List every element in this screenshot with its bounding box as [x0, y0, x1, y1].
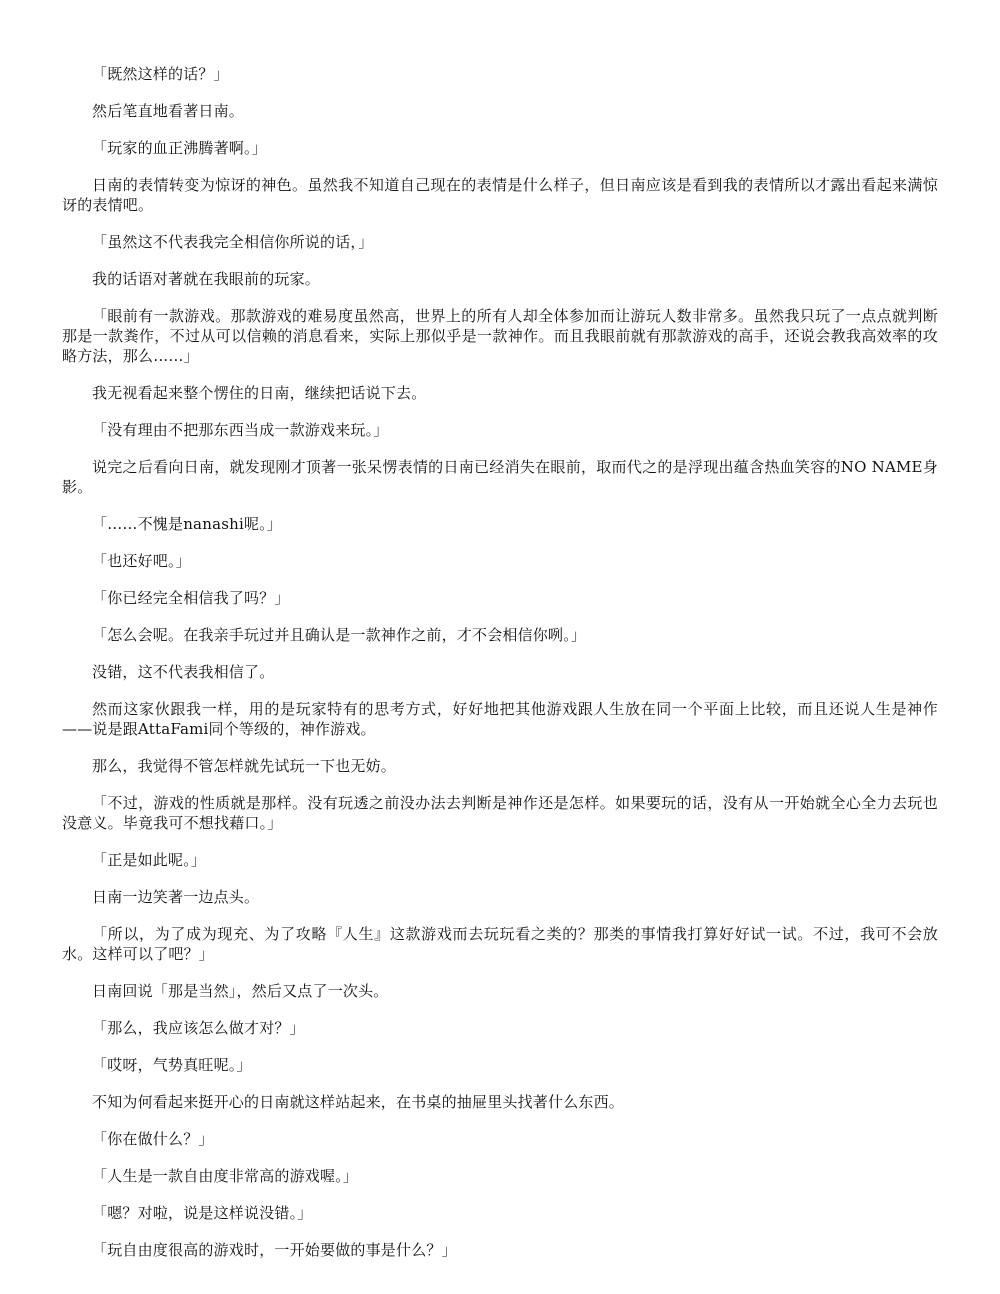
paragraph: 「没有理由不把那东西当成一款游戏来玩。」 — [92, 421, 389, 439]
paragraph: 「人生是一款自由度非常高的游戏喔。」 — [92, 1167, 359, 1185]
paragraph: 那么，我觉得不管怎样就先试玩一下也无妨。 — [92, 757, 397, 775]
paragraph: 说完之后看向日南，就发现刚才顶著一张呆愣表情的日南已经消失在眼前，取而代之的是浮现出蕴含热血笑容的NO NAME身影。 — [62, 458, 938, 496]
paragraph: 「眼前有一款游戏。那款游戏的难易度虽然高，世界上的所有人却全体参加而让游玩人数非常多。虽然我只玩了一点点就判断那是一款粪作，不过从可以信赖的消息看来，实际上那似乎是一款神作。而且我眼前就有那款游戏的高手，还说会教我高效率的攻略方法，那么……」 — [62, 307, 938, 365]
paragraph: 然后笔直地看著日南。 — [92, 102, 245, 120]
paragraph: 我的话语对著就在我眼前的玩家。 — [92, 270, 321, 288]
paragraph: 「你已经完全相信我了吗？」 — [92, 589, 290, 607]
paragraph: 「正是如此呢。」 — [92, 851, 207, 869]
paragraph: 「你在做什么？」 — [92, 1130, 214, 1148]
paragraph: 「所以，为了成为现充、为了攻略『人生』这款游戏而去玩玩看之类的？那类的事情我打算好好试一试。不过，我可不会放水。这样可以了吧？」 — [62, 925, 938, 963]
paragraph: 「……不愧是nanashi呢。」 — [92, 515, 283, 533]
paragraph: 「虽然这不代表我完全相信你所说的话，」 — [92, 233, 374, 251]
paragraph: 「既然这样的话？」 — [92, 65, 229, 83]
paragraph: 「不过，游戏的性质就是那样。没有玩透之前没办法去判断是神作还是怎样。如果要玩的话，没有从一开始就全心全力去玩也没意义。毕竟我可不想找藉口。」 — [62, 794, 938, 832]
paragraph: 「那么，我应该怎么做才对？」 — [92, 1019, 305, 1037]
paragraph: 「玩自由度很高的游戏时，一开始要做的事是什么？」 — [92, 1241, 457, 1259]
paragraph: 「也还好吧。」 — [92, 552, 191, 570]
paragraph: 没错，这不代表我相信了。 — [92, 663, 275, 681]
paragraph: 「嗯？对啦，说是这样说没错。」 — [92, 1204, 313, 1222]
paragraph: 日南一边笑著一边点头。 — [92, 888, 260, 906]
paragraph: 日南回说「那是当然」，然后又点了一次头。 — [92, 982, 389, 1000]
paragraph: 「怎么会呢。在我亲手玩过并且确认是一款神作之前，才不会相信你咧。」 — [92, 626, 587, 644]
paragraph: 我无视看起来整个愣住的日南，继续把话说下去。 — [92, 384, 427, 402]
paragraph: 「玩家的血正沸腾著啊。」 — [92, 139, 267, 157]
paragraph: 然而这家伙跟我一样，用的是玩家特有的思考方式，好好地把其他游戏跟人生放在同一个平面上比较，而且还说人生是神作——说是跟AttaFami同个等级的，神作游戏。 — [62, 700, 938, 738]
paragraph: 日南的表情转变为惊讶的神色。虽然我不知道自己现在的表情是什么样子，但日南应该是看到我的表情所以才露出看起来满惊讶的表情吧。 — [62, 176, 938, 214]
paragraph: 不知为何看起来挺开心的日南就这样站起来，在书桌的抽屉里头找著什么东西。 — [92, 1093, 625, 1111]
paragraph: 「哎呀，气势真旺呢。」 — [92, 1056, 252, 1074]
